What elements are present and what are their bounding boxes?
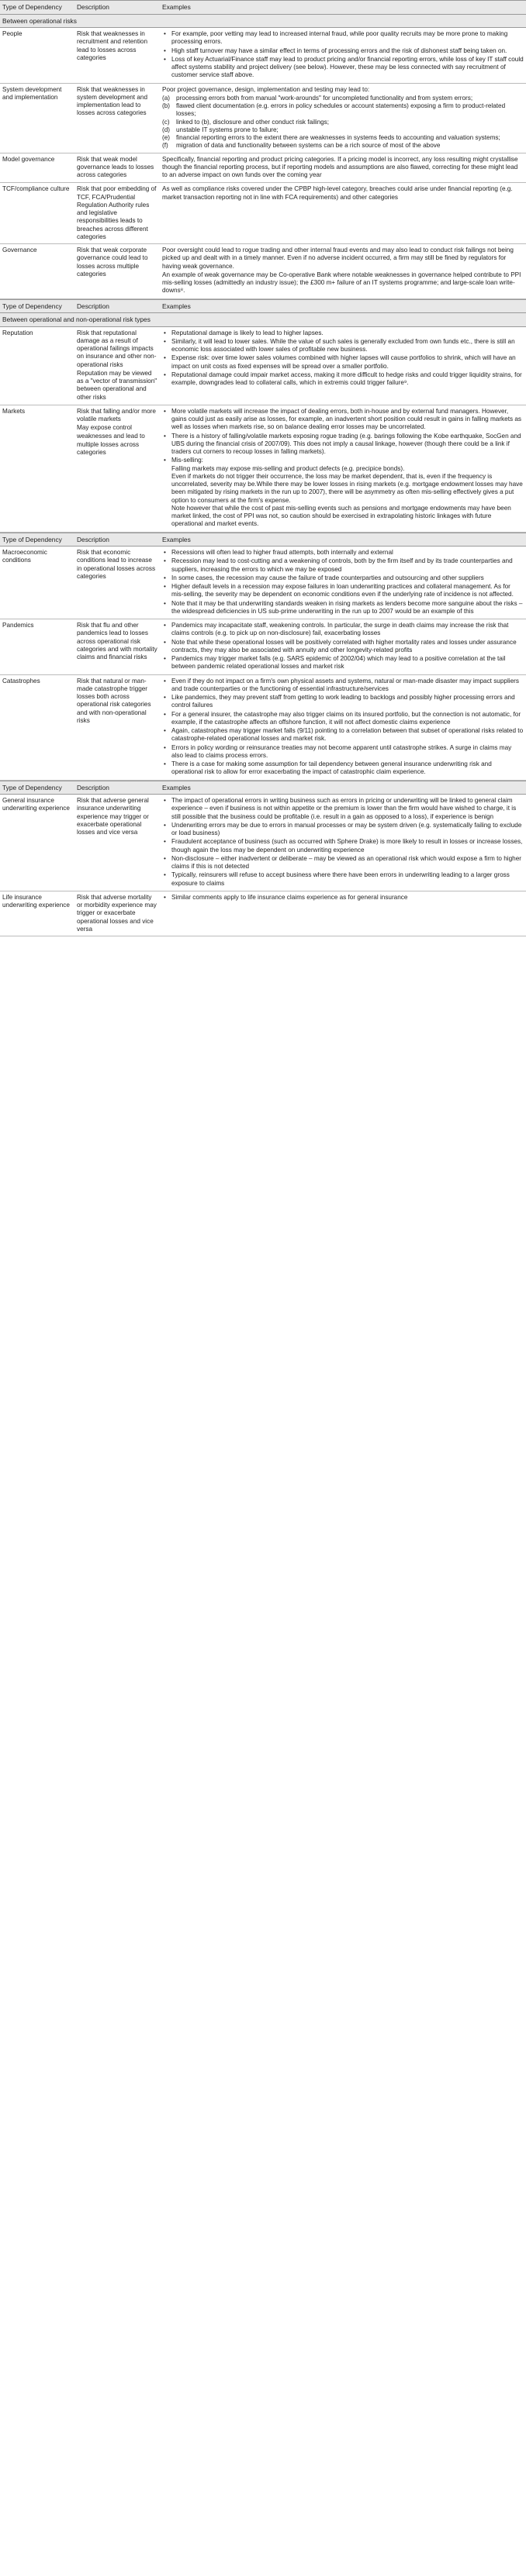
examples-bullet: • Again, catastrophes may trigger market falls (9/11) pointing to a correlation between that subset of operational risks related to catastrophe-related operational losses and market risk. [171, 727, 524, 743]
dependency-type: Markets [2, 407, 26, 415]
examples-bullet: • For example, poor vetting may lead to increased internal fraud, while poor quality recruits may be more prone to making processing errors. [171, 30, 524, 47]
examples-sub-item [162, 126, 524, 134]
header-description: Description [77, 302, 109, 310]
header-examples: Examples [162, 535, 191, 543]
dependency-type: System development and implementation [2, 85, 62, 101]
examples-sub-item [162, 95, 524, 102]
dependency-type: Governance [2, 247, 37, 253]
examples-bullet: • Higher default levels in a recession may expose failures in loan underwriting practices and collateral management. As for mis-selling, the severity may be dependent on economic conditions even if the underlying rate of incidence is not affected. [171, 583, 524, 599]
sub-item-text: migration of data and functionality between systems can be a rich source of most of the above [176, 142, 441, 150]
description-paragraph: Risk that falling and/or more volatile markets [77, 407, 156, 422]
dependency-description: Risk that natural or man-made catastrophe trigger losses both across operational risk categories and with non-operational risks [77, 677, 151, 724]
examples-bullet-list [162, 549, 524, 616]
table-row [0, 547, 526, 619]
sub-item-label: (a) [162, 94, 171, 102]
dependency-examples [160, 675, 526, 780]
examples-bullet: • Mis-selling: Falling markets may expose mis-selling and product defects (e.g. precipice bonds). Even if markets do not trigger their occurrence, the loss may be market dependent, that is, even if the frequency is uncorrelated, severity may be.While there may be lower losses in rising markets (e.g. mortgage endowment losses may have been mitigated by rising markets in the run up to 2007), there will be asymmetry as often mis-selling effectively gives a put option to consumers at the firm's expense. Note however that while the cost of past mis-selling events such as pensions and mortgage endowments may have been market linked, the cost of PPI was not, so caution should be exercised in extrapolating historic linkages with future operational and market events. [171, 457, 524, 528]
dependency-examples [160, 153, 526, 183]
table-header [0, 0, 526, 15]
description-paragraph: Risk that reputational damage as a result of operational failings impacts on insurance and other non-operational risks [77, 329, 157, 368]
examples-bullet: • Recession may lead to cost-cutting and a weakening of controls, both by the firm itself and by its trade counterparties and suppliers, increasing the errors to which we may be exposed [171, 557, 524, 574]
dependency-examples [160, 795, 526, 891]
dependency-type: Macroeconomic conditions [2, 549, 47, 564]
table-row [0, 795, 526, 891]
description-paragraph: May expose control weaknesses and lead to [77, 424, 145, 440]
examples-bullet: • Fraudulent acceptance of business (such as occurred with Sphere Drake) is more likely to result in losses or increase losses, though again the loss may be dependent on underwriting experience [171, 838, 524, 854]
examples-bullet-list [162, 622, 524, 671]
dependency-type: Catastrophes [2, 677, 40, 685]
examples-sub-item [162, 102, 524, 119]
table-row [0, 891, 526, 936]
dependency-description [74, 327, 160, 405]
dependency-description: Risk that flu and other pandemics lead to losses across operational risk categories and with mortality claims and financial risks [77, 622, 157, 660]
dependency-examples [160, 891, 526, 936]
examples-bullet: • Similar comments apply to life insurance claims experience as for general insurance [171, 894, 524, 902]
table-row [0, 405, 526, 533]
sub-item-label: (f) [162, 142, 168, 150]
examples-bullet: • Underwriting errors may be due to errors in manual processes or may be system driven (e.g. systematically failing to exclude or load business) [171, 822, 524, 838]
sub-item-label: (b) [162, 102, 171, 109]
examples-bullet: • For a general insurer, the catastrophe may also trigger claims on its insured portfolio, but the connection is not automatic, for example, if the catastrophe affects an offshore function, it will not affect domestic claims experience [171, 711, 524, 727]
sub-item-label: (e) [162, 134, 171, 141]
table-row [0, 84, 526, 153]
dependency-description: Risk that adverse mortality or morbidity experience may trigger or exacerbate operational losses and vice versa [77, 893, 157, 933]
examples-bullet: • Note that while these operational losses will be positively correlated with higher mortality rates and losses under assurance contracts, they may also be associated with annuity and other longevity-related profits [171, 639, 524, 655]
examples-paragraph: As well as compliance risks covered under the CPBP high-level category, breaches could arise under financial reporting (e.g. market transaction reporting not in line with FCA requirements) and other categories [162, 185, 513, 201]
dependency-description: Risk that weak model governance leads to losses across categories [77, 155, 154, 178]
dependency-type: TCF/compliance culture [2, 185, 70, 193]
header-examples: Examples [162, 3, 191, 11]
sub-item-text: processing errors both from manual "work-arounds" for uncompleted functionality and from system errors; [176, 94, 473, 102]
examples-bullet: • Recessions will often lead to higher fraud attempts, both internally and external [171, 549, 524, 557]
header-examples: Examples [162, 783, 191, 791]
examples-bullet: • In some cases, the recession may cause the failure of trade counterparties and outsourcing and other suppliers [171, 574, 524, 582]
examples-bullet-list [162, 678, 524, 777]
header-description: Description [77, 3, 109, 11]
examples-sub-item [162, 119, 524, 126]
examples-bullet-list [162, 797, 524, 888]
sub-item-text: flawed client documentation (e.g. errors in policy schedules or account statements) exposing a firm to product-related losses; [176, 102, 506, 118]
dependency-description: Risk that weak corporate governance could lead to losses across multiple categories [77, 247, 148, 278]
table-row [0, 153, 526, 184]
table-header [0, 781, 526, 795]
header-type: Type of Dependency [2, 783, 62, 791]
sub-item-label: (c) [162, 118, 170, 126]
examples-bullet-list [162, 30, 524, 80]
header-type: Type of Dependency [2, 535, 62, 543]
table-row [0, 244, 526, 299]
dependency-description: Risk that weaknesses in system development and implementation lead to losses across categories [77, 85, 148, 117]
table-header [0, 299, 526, 314]
examples-bullet: • Even if they do not impact on a firm's own physical assets and systems, natural or man-made disaster may impact suppliers and trade counterparties or the functioning of essential infrastructure/services [171, 678, 524, 694]
dependency-table [0, 0, 526, 936]
dependency-description: Risk that weaknesses in recruitment and retention lead to losses across categories [77, 30, 148, 61]
dependency-examples [160, 327, 526, 405]
examples-bullet: • Non-disclosure – either inadvertent or deliberate – may be viewed as an operational risk which would expose a firm to higher claims if this is not detected [171, 855, 524, 871]
examples-paragraph: An example of weak governance may be Co-operative Bank where notable weaknesses in governance helped contribute to PPI mis-selling losses (admittedly an industry issue); the £300 m+ failure of an IT systems programme; and large-scale loan write-downs⁸. [162, 271, 521, 295]
examples-bullet: • Expense risk: over time lower sales volumes combined with higher lapses will cause portfolios to shrink, which will have an impact on unit costs as fixed expenses will be spread over a smaller portfolio. [171, 354, 524, 371]
table-row [0, 327, 526, 405]
examples-bullet: • The impact of operational errors in writing business such as errors in pricing or underwriting will be linked to general claim experience – even if business is not within appetite or the premium is lower than the firm would have wished to charge, it is still possible that the business could be profitable (i.e. result in a gain as opposed to a loss), if experience is benign [171, 797, 524, 821]
dependency-description: Risk that economic conditions lead to increase in operational losses across categories [77, 549, 156, 580]
header-description: Description [77, 535, 109, 543]
dependency-examples [160, 183, 526, 243]
examples-bullet: • More volatile markets will increase the impact of dealing errors, both in-house and by external fund managers. However, gains could just as easily arise as losses, for example, an inadvertent short position could result in gains in falling markets as well as losses when markets rise, so on balance dealing error losses may be uncorrelated. [171, 408, 524, 432]
examples-bullet: • Reputational damage is likely to lead to higher lapses. [171, 329, 524, 337]
dependency-examples [160, 84, 526, 153]
examples-bullet: • Like pandemics, they may prevent staff from getting to work leading to backlogs and possibly higher processing errors and control failures [171, 694, 524, 710]
dependency-examples [160, 28, 526, 83]
table-row [0, 619, 526, 675]
sub-item-label: (d) [162, 126, 171, 133]
sub-item-text: financial reporting errors to the extent there are weaknesses in systems feeds to accounting and valuation systems; [176, 134, 500, 141]
examples-bullet: • Similarly, it will lead to lower sales. While the value of such sales is generally excluded from own funds etc., there is still an economic loss associated with lower sales of profitable new business. [171, 338, 524, 354]
section-heading: Between operational and non-operational risk types [0, 313, 526, 327]
sub-item-text: linked to (b), disclosure and other conduct risk failings; [176, 118, 330, 126]
dependency-type: People [2, 30, 22, 37]
examples-bullet: • Pandemics may incapacitate staff, weakening controls. In particular, the surge in death claims may increase the risk that claims controls (e.g. to pick up on non-disclosure) fail, exacerbating losses [171, 622, 524, 638]
examples-bullet: • There is a case for making some assumption for tail dependency between general insurance underwriting risk and operational risk to allow for error exacerbating the impact of catastrophic claim experience. [171, 760, 524, 777]
examples-bullet: • Loss of key Actuarial/Finance staff may lead to product pricing and/or financial reporting errors, while loss of key IT staff could affect systems stability and project delivery (see below). However, these may be less connected with say recruitment of customer service staff above. [171, 56, 524, 80]
examples-sub-item [162, 142, 524, 150]
dependency-examples [160, 244, 526, 298]
dependency-type: Pandemics [2, 622, 34, 629]
examples-bullet: • Errors in policy wording or reinsurance treaties may not become apparent until catastrophe strikes. A surge in claims may also lead to claims process errors. [171, 744, 524, 760]
header-description: Description [77, 783, 109, 791]
examples-bullet: • Reputational damage could impair market access, making it more difficult to hedge risks and could trigger liquidity strains, for example, downgrades lead to collateral calls, which in extremis could trigger failure⁹. [171, 371, 524, 388]
examples-bullet: • Pandemics may trigger market falls (e.g. SARS epidemic of 2002/04) which may lead to a positive correlation at the tail between pandemic related operational losses and market risk [171, 655, 524, 671]
examples-bullet: • High staff turnover may have a similar effect in terms of processing errors and the risk of dishonest staff being taken on. [171, 47, 524, 55]
dependency-type: Life insurance underwriting experience [2, 893, 70, 909]
examples-paragraph: Poor oversight could lead to rogue trading and other internal fraud events and may also lead to conduct risk failings not being picked up and dealt with in a timely manner. Even if no adverse incident occurred, a firm may still be fined by regulators for having weak governance. [162, 247, 514, 270]
examples-bullet-list [162, 408, 524, 529]
dependency-type: Model governance [2, 155, 55, 163]
examples-paragraph: Specifically, financial reporting and product pricing categories. If a pricing model is incorrect, any loss resulting might crystallise though the financial reporting process, but if reporting models and assumptions are also flawed, correcting for these might lead to an adverse impact on own funds over the coming year [162, 155, 518, 178]
examples-bullet: • Note that it may be that underwriting standards weaken in rising markets as lenders become more sanguine about the risks – the widespread deficiencies in US sub-prime underwriting in the run up to 2007 would be an example of this [171, 600, 524, 616]
dependency-description: Risk that poor embedding of TCF, FCA/Prudential Regulation Authority rules and legislative responsibilities leads to breaches across different categories [77, 185, 157, 240]
section-heading: Between operational risks [0, 15, 526, 29]
description-paragraph: multiple losses across categories [77, 440, 140, 456]
dependency-description [74, 405, 160, 532]
dependency-examples [160, 619, 526, 674]
header-type: Type of Dependency [2, 302, 62, 310]
dependency-examples [160, 547, 526, 619]
table-row [0, 675, 526, 781]
examples-bullet: • Typically, reinsurers will refuse to accept business where there have been errors in underwriting leading to a larger gross exposure to claims [171, 871, 524, 888]
examples-sub-item [162, 134, 524, 142]
dependency-type: Reputation [2, 329, 33, 336]
dependency-type: General insurance underwriting experience [2, 797, 70, 812]
header-type: Type of Dependency [2, 3, 62, 11]
examples-intro: Poor project governance, design, implementation and testing may lead to: [162, 85, 370, 93]
dependency-description: Risk that adverse general insurance underwriting experience may trigger or exacerbate operational losses and vice versa [77, 797, 149, 836]
table-row [0, 183, 526, 244]
examples-bullet-list [162, 329, 524, 388]
dependency-examples [160, 405, 526, 532]
description-paragraph: Reputation may be viewed as a "vector of transmission" between operational and other risks [77, 369, 157, 401]
sub-item-text: unstable IT systems prone to failure; [176, 126, 279, 133]
header-examples: Examples [162, 302, 191, 310]
examples-bullet: • There is a history of falling/volatile markets exposing rogue trading (e.g. barings following the Kobe earthquake, SocGen and UBS during the financial crisis of 2007/09). This does not imply a causal linkage, however (though there could be a link if traders cut corners to recoup losses in falling markets). [171, 433, 524, 457]
table-header [0, 533, 526, 547]
table-row [0, 28, 526, 84]
examples-bullet-list [162, 894, 524, 902]
